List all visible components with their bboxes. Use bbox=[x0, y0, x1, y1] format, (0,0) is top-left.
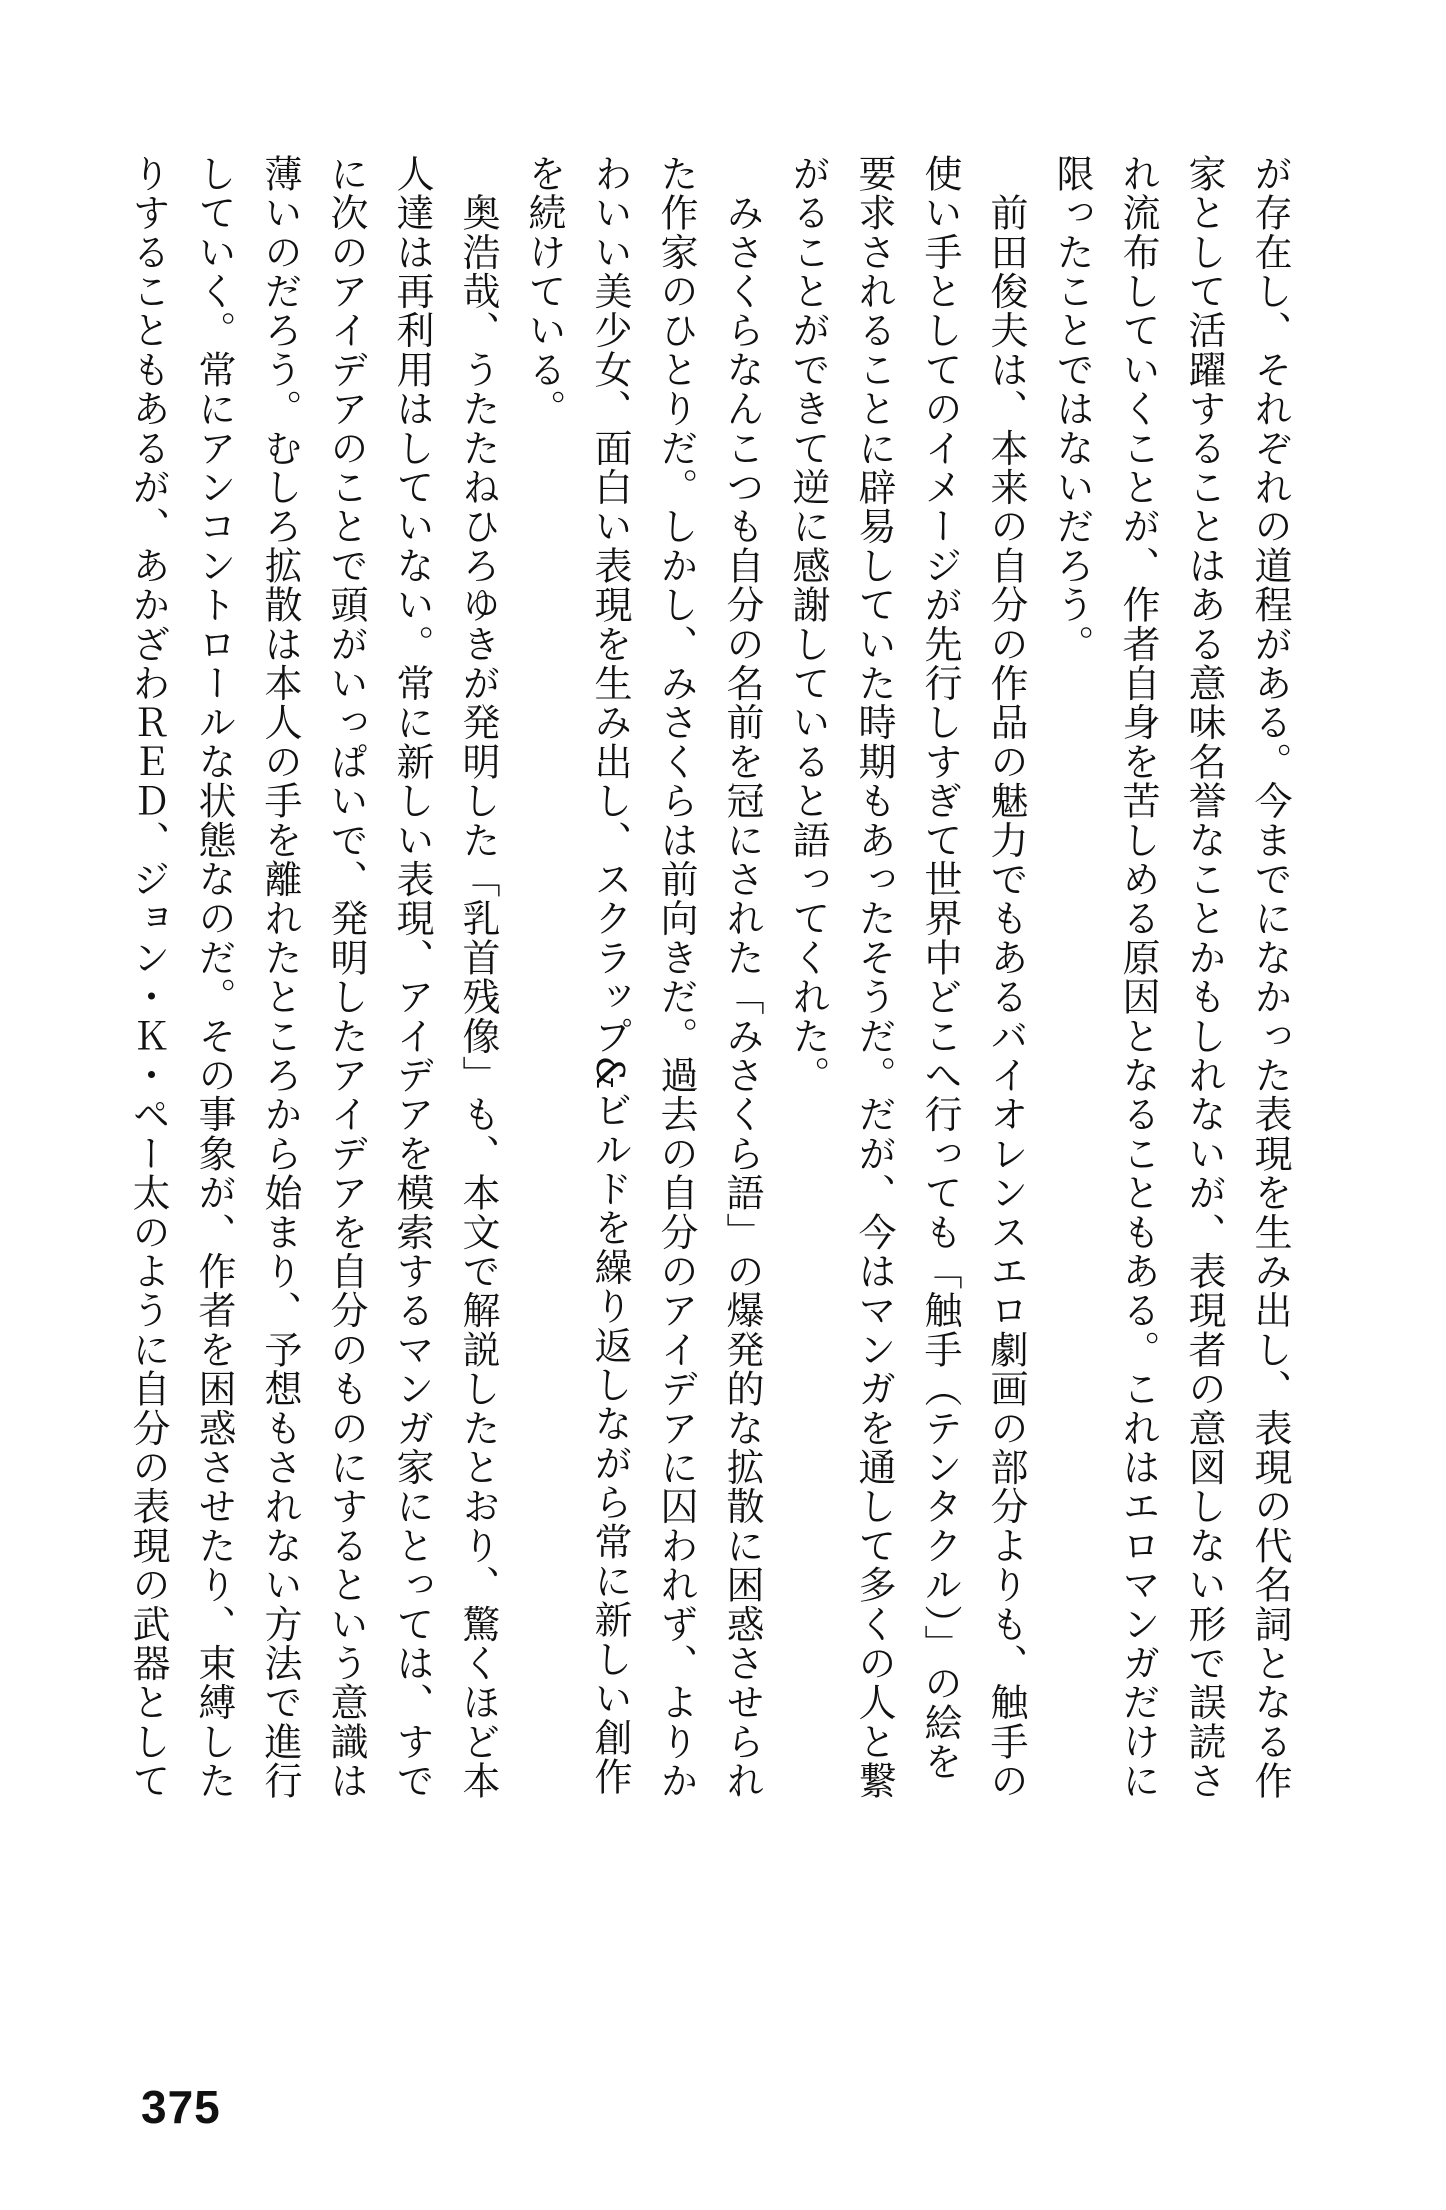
text-line: を続けている。 bbox=[522, 154, 566, 429]
text-line: た作家のひとりだ。しかし、みさくらは前向きだ。過去の自分のアイデアに囚われず、よりか bbox=[654, 154, 698, 1801]
text-line: 家として活躍することはある意味名誉なことかもしれないが、表現者の意図しない形で誤読さ bbox=[1182, 154, 1226, 1801]
text-line: れ流布していくことが、作者自身を苦しめる原因となることもある。これはエロマンガだけに bbox=[1116, 154, 1160, 1801]
text-line: 前田俊夫は、本来の自分の作品の魅力でもあるバイオレンスエロ劇画の部分よりも、触手の bbox=[984, 154, 1028, 1801]
page-number: 375 bbox=[141, 2081, 221, 2133]
text-line: りすることもあるが、あかざわＲＥＤ、ジョン・Ｋ・ペー太のように自分の表現の武器として bbox=[126, 154, 170, 1801]
text-line: 薄いのだろう。むしろ拡散は本人の手を離れたところから始まり、予想もされない方法で進行 bbox=[258, 154, 302, 1801]
text-line: 限ったことではないだろう。 bbox=[1050, 154, 1094, 664]
text-line: 要求されることに辟易していた時期もあったそうだ。だが、今はマンガを通して多くの人と繋 bbox=[852, 154, 896, 1801]
text-line: 使い手としてのイメージが先行しすぎて世界中どこへ行っても「触手（テンタクル）」の絵を bbox=[918, 154, 962, 1782]
text-line: がることができて逆に感謝していると語ってくれた。 bbox=[786, 154, 830, 1095]
text-line: 奥浩哉、うたたねひろゆきが発明した「乳首残像」も、本文で解説したとおり、驚くほど本 bbox=[456, 154, 500, 1801]
body-text bbox=[115, 154, 1303, 1854]
text-line: していく。常にアンコントロールな状態なのだ。その事象が、作者を困惑させたり、束縛した bbox=[192, 154, 236, 1801]
text-line: が存在し、それぞれの道程がある。今までになかった表現を生み出し、表現の代名詞となる作 bbox=[1248, 154, 1292, 1801]
text-line: 人達は再利用はしていない。常に新しい表現、アイデアを模索するマンガ家にとっては、すで bbox=[390, 154, 434, 1801]
text-line: みさくらなんこつも自分の名前を冠にされた「みさくら語」の爆発的な拡散に困惑させられ bbox=[720, 154, 764, 1801]
text-line: に次のアイデアのことで頭がいっぱいで、発明したアイデアを自分のものにするという意識は bbox=[324, 154, 368, 1801]
text-line: わいい美少女、面白い表現を生み出し、スクラップ&ビルドを繰り返しながら常に新しい創作 bbox=[588, 154, 632, 1797]
